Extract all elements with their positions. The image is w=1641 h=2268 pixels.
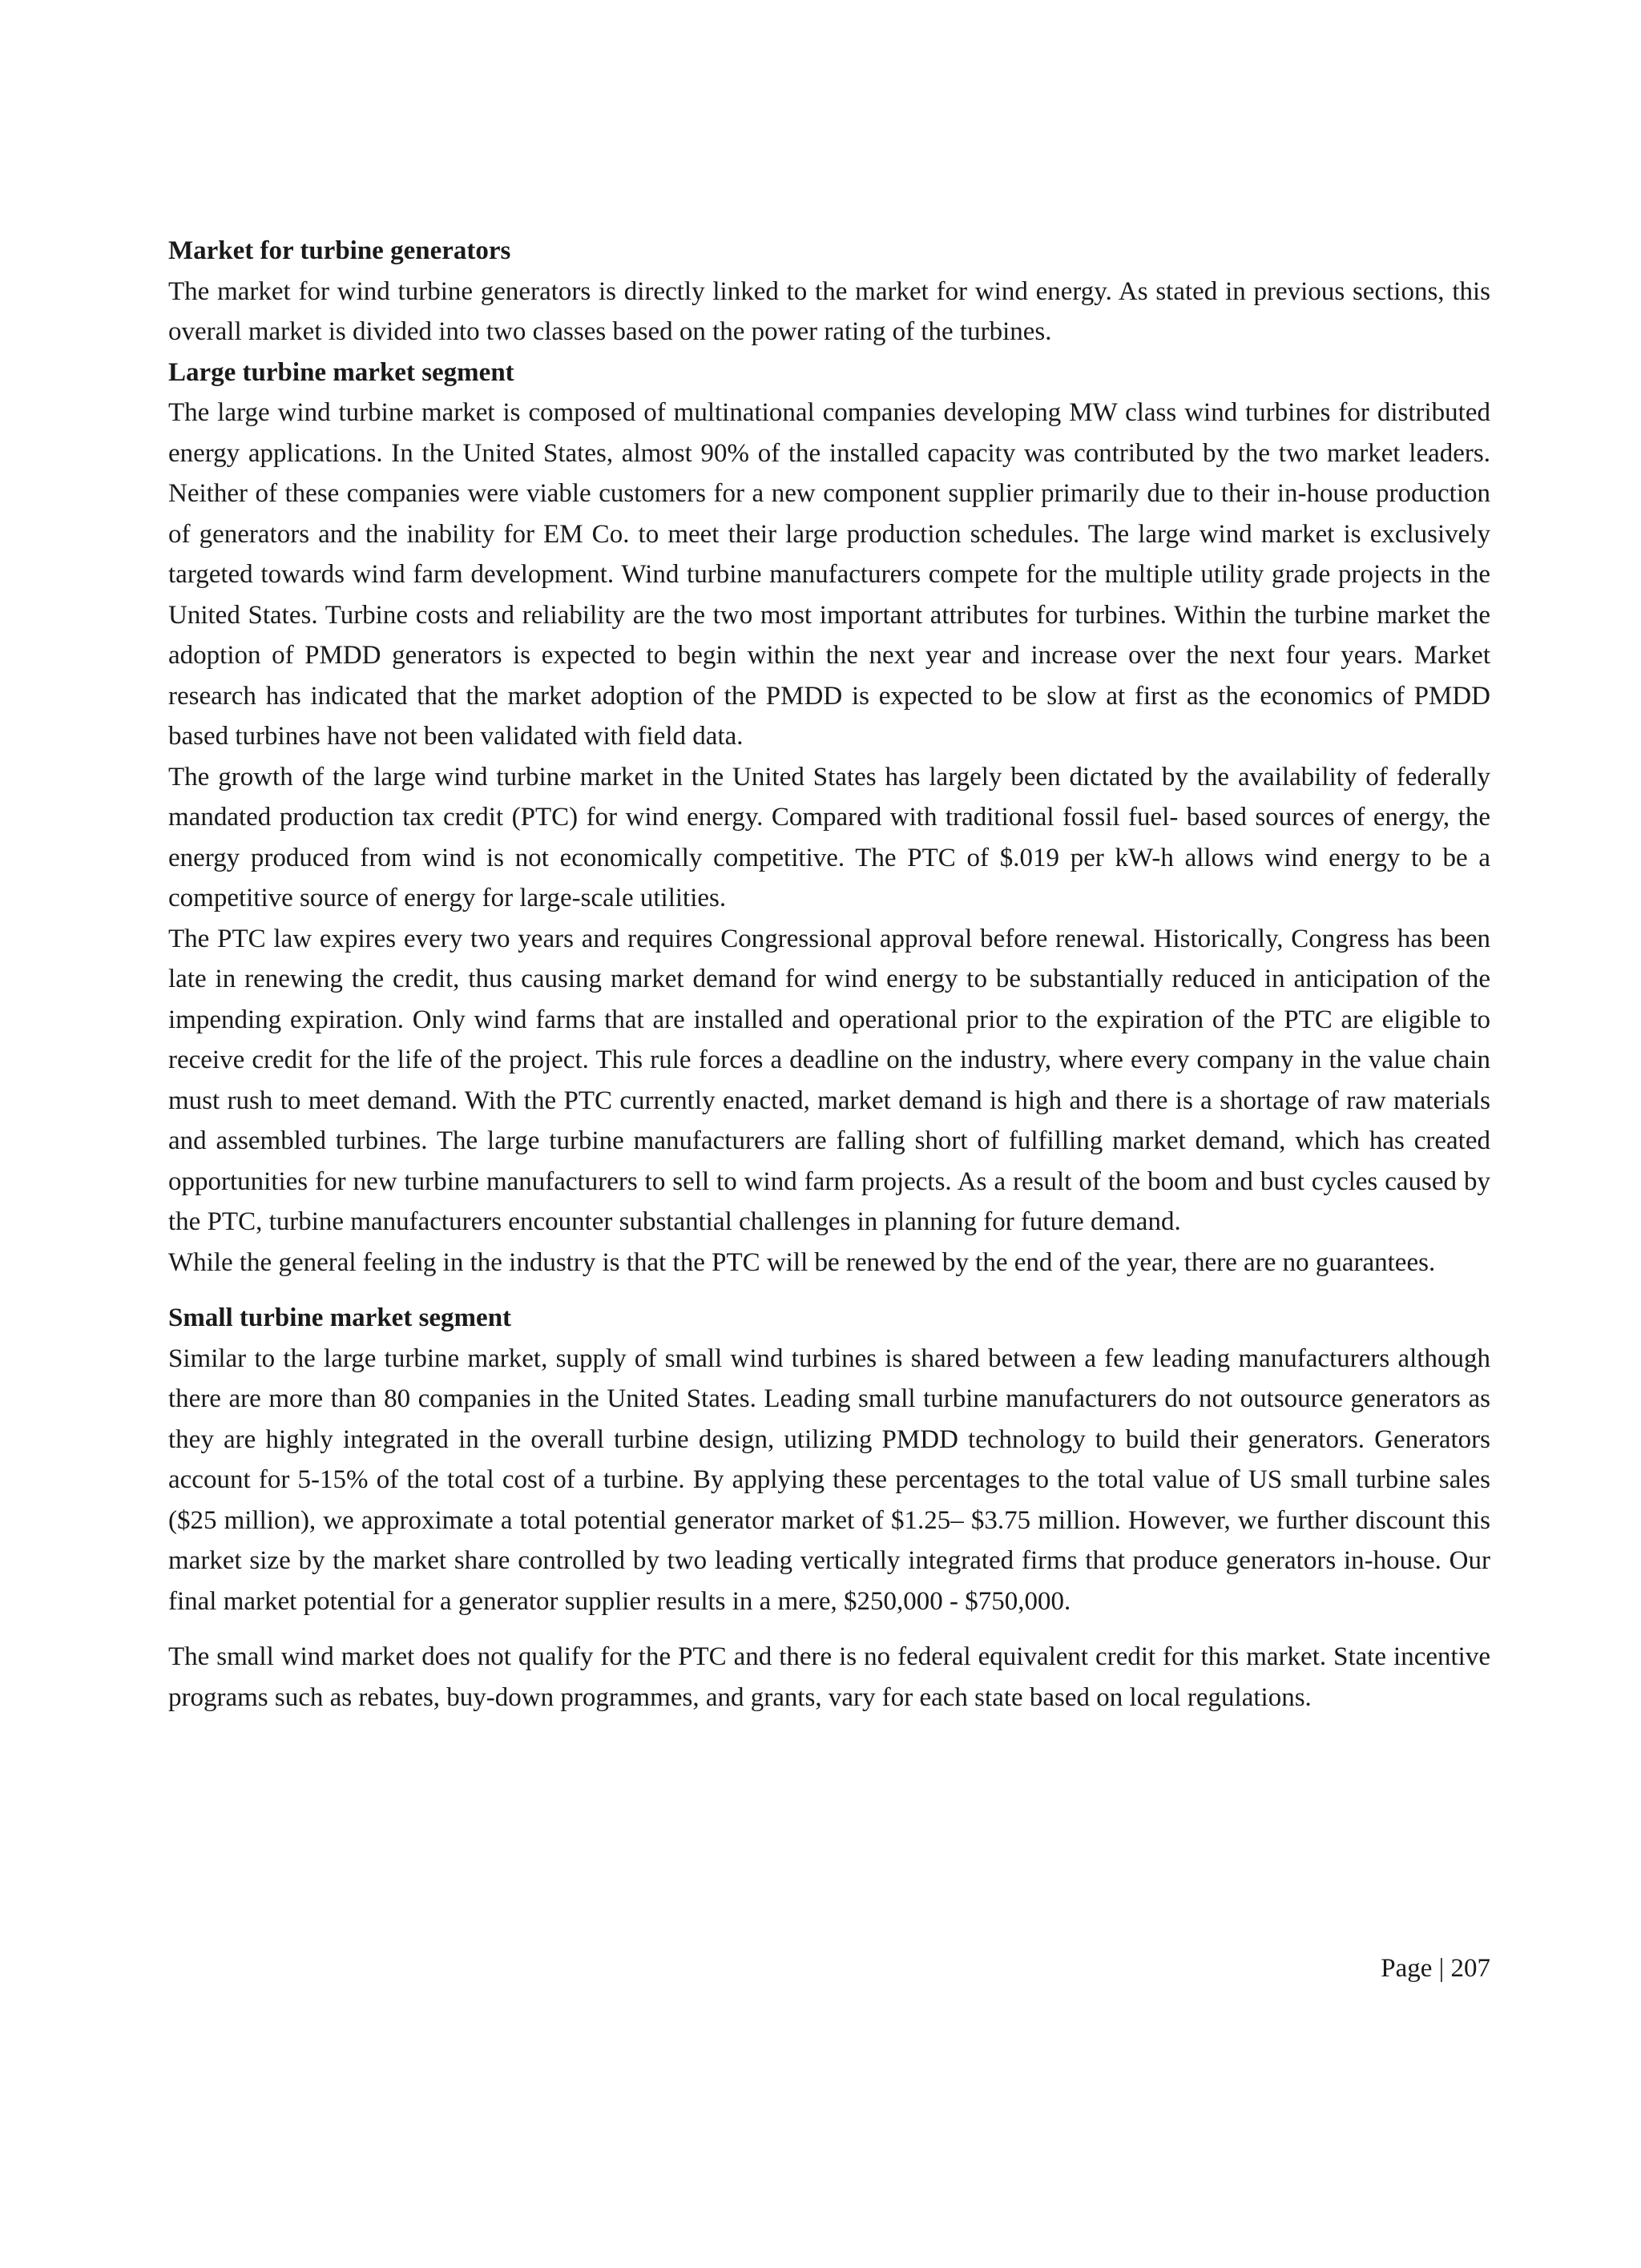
paragraph-small-turbine-1: Similar to the large turbine market, supply of small wind turbines is shared between a few leading manufacturers although there are more than 80 companies in the United States. Leading small turbine manufacturers do not outsource generators as they are highly integrated in the overall turbine design, utilizing PMDD technology to build their generators. Generators account for 5-15% of the total cost of a turbine. By applying these percentages to the total value of US small turbine sales ($25 million), we approximate a total potential generator market of $1.25– $3.75 million. However, we further discount this market size by the market share controlled by two leading vertically integrated firms that produce generators in-house. Our final market potential for a generator supplier results in a mere, $250,000 - $750,000. <box>168 1343 1490 1616</box>
paragraph-large-turbine-2: The growth of the large wind turbine market in the United States has largely been dictated by the availability of federally mandated production tax credit (PTC) for wind energy. Compared with traditional fossil fuel- based sources of energy, the energy produced from wind is not economically competitive. The PTC of $.019 per kW-h allows wind energy to be a competitive source of energy for large-scale utilities. <box>168 762 1490 912</box>
paragraph-large-turbine-3: The PTC law expires every two years and requires Congressional approval before renewal. Historically, Congress has been late in renewing the credit, thus causing market demand for wind energy to be substantially reduced in anticipation of the impending expiration. Only wind farms that are installed and operational prior to the expiration of the PTC are eligible to receive credit for the life of the project. This rule forces a deadline on the industry, where every company in the value chain must rush to meet demand. With the PTC currently enacted, market demand is high and there is a shortage of raw materials and assembled turbines. The large turbine manufacturers are falling short of fulfilling market demand, which has created opportunities for new turbine manufacturers to sell to wind farm projects. As a result of the boom and bust cycles caused by the PTC, turbine manufacturers encounter substantial challenges in planning for future demand. <box>168 924 1490 1236</box>
document-body <box>168 231 1490 1718</box>
page-number: Page | 207 <box>1381 1954 1490 1983</box>
section-heading-small-turbine: Small turbine market segment <box>168 1303 512 1332</box>
paragraph-large-turbine-1: The large wind turbine market is composed of multinational companies developing MW class wind turbines for distributed energy applications. In the United States, almost 90% of the installed capacity was contributed by the two market leaders. Neither of these companies were viable customers for a new component supplier primarily due to their in-house production of generators and the inability for EM Co. to meet their large production schedules. The large wind market is exclusively targeted towards wind farm development. Wind turbine manufacturers compete for the multiple utility grade projects in the United States. Turbine costs and reliability are the two most important attributes for turbines. Within the turbine market the adoption of PMDD generators is expected to begin within the next year and increase over the next four years. Market research has indicated that the market adoption of the PMDD is expected to be slow at first as the economics of PMDD based turbines have not been validated with field data. <box>168 398 1490 751</box>
section-heading-large-turbine: Large turbine market segment <box>168 357 514 387</box>
paragraph-market-intro: The market for wind turbine generators is directly linked to the market for wind energy. As stated in previous sections, this overall market is divided into two classes based on the power rating of the turbines. <box>168 276 1490 346</box>
paragraph-small-turbine-2: The small wind market does not qualify for the PTC and there is no federal equivalent credit for this market. State incentive programs such as rebates, buy-down programmes, and grants, vary for each state based on local regulations. <box>168 1642 1490 1712</box>
section-heading-market: Market for turbine generators <box>168 236 511 265</box>
paragraph-large-turbine-4: While the general feeling in the industry is that the PTC will be renewed by the end of the year, there are no guarantees. <box>168 1247 1436 1277</box>
